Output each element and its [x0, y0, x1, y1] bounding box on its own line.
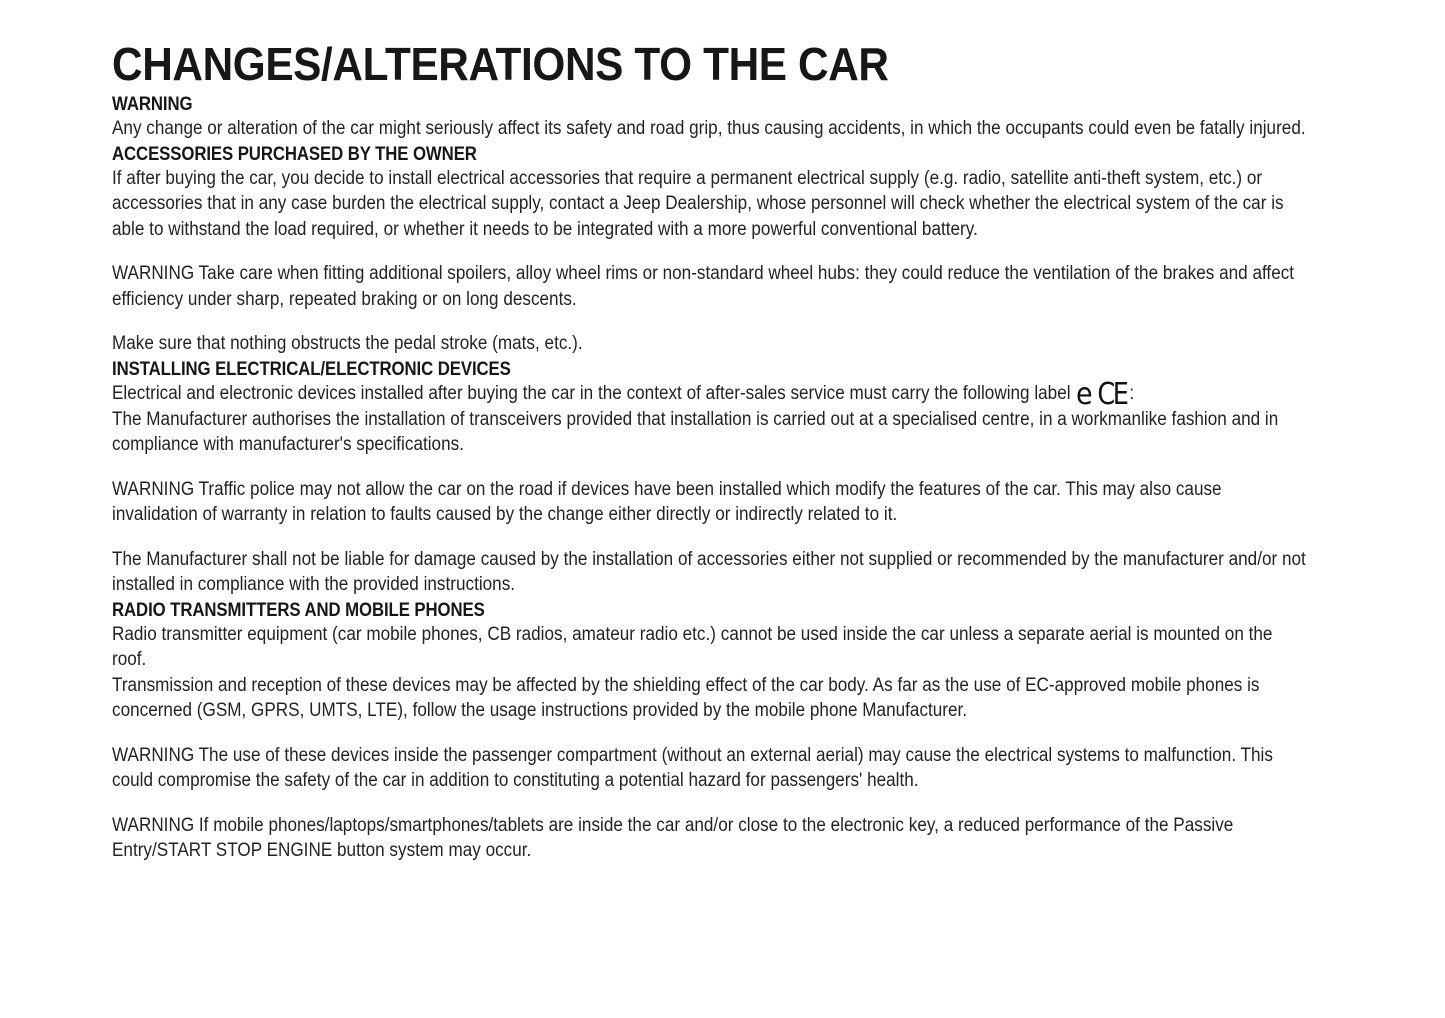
paragraph: Make sure that nothing obstructs the pedal stroke (mats, etc.).	[112, 333, 583, 354]
paragraph-conformity-label	[112, 376, 1311, 412]
section-heading-radio-transmitters-and-mobile-phones: RADIO TRANSMITTERS AND MOBILE PHONES	[112, 598, 485, 621]
paragraph-warning-traffic-police: WARNING Traffic police may not allow the car on the road if devices have been installed which modify the features of the car. This may also cause invalidation of warranty in relation to faults caused by the change either directly or indirectly related to it.	[112, 478, 1222, 525]
paragraph-warning-devices-in-cabin: WARNING The use of these devices inside the passenger compartment (without an external aerial) may cause the electrical systems to malfunction. This could compromise the safety of the car in addition to constituting a potential hazard for passengers' health.	[112, 744, 1273, 791]
paragraph: The Manufacturer shall not be liable for damage caused by the installation of accessories either not supplied or recommended by the manufacturer and/or not installed in compliance with the provided instructions.	[112, 548, 1306, 595]
document-content	[112, 40, 1310, 864]
conformity-marks	[1071, 376, 1135, 412]
conformity-marks-colon: :	[1129, 382, 1135, 404]
page-title: CHANGES/ALTERATIONS TO THE CAR	[112, 38, 889, 90]
paragraph: Any change or alteration of the car might seriously affect its safety and road grip, thus causing accidents, in which the occupants could even be fatally injured.	[112, 118, 1306, 139]
e-mark-icon: e	[1075, 376, 1093, 412]
section-heading-installing-electrical-electronic-devices: INSTALLING ELECTRICAL/ELECTRONIC DEVICES	[112, 357, 511, 380]
paragraph: Transmission and reception of these devices may be affected by the shielding effect of the car body. As far as the use of EC-approved mobile phones is concerned (GSM, GPRS, UMTS, LTE), follow the usage instructions provided by the mobile phone Manufacturer.	[112, 674, 1260, 721]
section-heading-accessories-purchased-by-the-owner: ACCESSORIES PURCHASED BY THE OWNER	[112, 142, 477, 165]
section-heading-warning: WARNING	[112, 93, 193, 115]
paragraph-warning-passive-entry: WARNING If mobile phones/laptops/smartphones/tablets are inside the car and/or close to the electronic key, a reduced performance of the Passive Entry/START STOP ENGINE button system may occur.	[112, 814, 1234, 861]
paragraph: Radio transmitter equipment (car mobile phones, CB radios, amateur radio etc.) cannot be used inside the car unless a separate aerial is mounted on the roof.	[112, 623, 1273, 670]
paragraph-text: Electrical and electronic devices installed after buying the car in the context of after-sales service must carry the following label	[112, 382, 1071, 404]
paragraph: If after buying the car, you decide to install electrical accessories that require a permanent electrical supply (e.g. radio, satellite anti-theft system, etc.) or accessories that in any case burden the electrical supply, contact a Jeep Dealership, whose personnel will check whether the electrical system of the car is able to withstand the load required, or whether it needs to be integrated with a more powerful conventional battery.	[112, 167, 1284, 240]
paragraph: The Manufacturer authorises the installation of transceivers provided that installation is carried out at a specialised centre, in a workmanlike fashion and in compliance with manufacturer's specifications.	[112, 408, 1279, 455]
paragraph-warning-spoilers: WARNING Take care when fitting additional spoilers, alloy wheel rims or non-standard wheel hubs: they could reduce the ventilation of the brakes and affect efficiency under sharp, repeated braking or on long descents.	[112, 263, 1295, 310]
ce-mark-icon: CE	[1096, 376, 1126, 412]
